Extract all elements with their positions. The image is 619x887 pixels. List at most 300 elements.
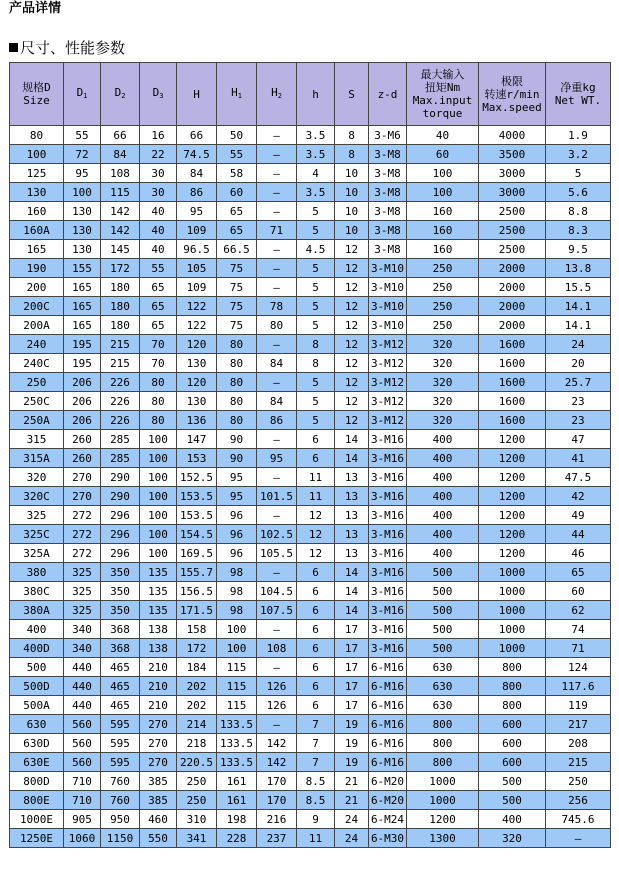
table-cell: 3-M8 bbox=[369, 240, 407, 259]
table-cell: 5 bbox=[297, 221, 335, 240]
table-cell: 6-M20 bbox=[369, 791, 407, 810]
column-header bbox=[217, 63, 257, 126]
table-cell: 270 bbox=[64, 487, 101, 506]
table-cell: — bbox=[546, 829, 611, 848]
table-cell: 13 bbox=[335, 525, 369, 544]
table-cell: 170 bbox=[257, 772, 297, 791]
table-cell: 11 bbox=[297, 829, 335, 848]
table-row bbox=[10, 373, 611, 392]
table-cell: 24 bbox=[546, 335, 611, 354]
table-cell: 80 bbox=[257, 316, 297, 335]
table-cell: 3-M16 bbox=[369, 487, 407, 506]
table-cell: 180 bbox=[101, 316, 140, 335]
table-cell: 5 bbox=[297, 297, 335, 316]
table-cell: 12 bbox=[335, 297, 369, 316]
table-cell: 160 bbox=[10, 202, 64, 221]
column-header-sub: 1 bbox=[83, 91, 88, 100]
table-cell: 5 bbox=[297, 411, 335, 430]
table-cell: 2500 bbox=[479, 240, 546, 259]
table-cell: — bbox=[257, 658, 297, 677]
table-cell: 440 bbox=[64, 677, 101, 696]
table-cell: 119 bbox=[546, 696, 611, 715]
table-cell: 96.5 bbox=[177, 240, 217, 259]
table-cell: 600 bbox=[479, 715, 546, 734]
section-title bbox=[9, 37, 125, 58]
column-header bbox=[101, 63, 140, 126]
table-cell: 23 bbox=[546, 392, 611, 411]
table-cell: 3500 bbox=[479, 145, 546, 164]
table-cell: 4 bbox=[297, 164, 335, 183]
column-header-line: torque bbox=[422, 107, 463, 120]
table-cell: 560 bbox=[64, 734, 101, 753]
table-cell: 560 bbox=[64, 753, 101, 772]
table-cell: 800E bbox=[10, 791, 64, 810]
table-cell: 19 bbox=[335, 753, 369, 772]
table-cell: 3-M16 bbox=[369, 639, 407, 658]
table-cell: 126 bbox=[257, 696, 297, 715]
page-title: 产品详情 bbox=[9, 1, 62, 16]
table-cell: 14 bbox=[335, 430, 369, 449]
table-cell: 285 bbox=[101, 449, 140, 468]
table-cell: 400 bbox=[407, 449, 479, 468]
table-cell: 142 bbox=[257, 753, 297, 772]
table-cell: 2000 bbox=[479, 316, 546, 335]
table-row bbox=[10, 240, 611, 259]
column-header bbox=[64, 63, 101, 126]
column-header bbox=[479, 63, 546, 126]
table-cell: 98 bbox=[217, 601, 257, 620]
table-cell: 12 bbox=[335, 335, 369, 354]
table-cell: 100 bbox=[217, 620, 257, 639]
table-cell: 250A bbox=[10, 411, 64, 430]
table-cell: 202 bbox=[177, 677, 217, 696]
table-cell: 100 bbox=[140, 430, 177, 449]
table-cell: 6-M16 bbox=[369, 753, 407, 772]
table-cell: 3-M16 bbox=[369, 430, 407, 449]
table-cell: 156.5 bbox=[177, 582, 217, 601]
table-row bbox=[10, 582, 611, 601]
table-cell: 117.6 bbox=[546, 677, 611, 696]
table-cell: 12 bbox=[335, 278, 369, 297]
table-row bbox=[10, 259, 611, 278]
table-cell: 130 bbox=[64, 221, 101, 240]
table-cell: 3-M8 bbox=[369, 221, 407, 240]
table-cell: 250 bbox=[407, 259, 479, 278]
table-cell: 290 bbox=[101, 487, 140, 506]
table-cell: 41 bbox=[546, 449, 611, 468]
table-cell: 55 bbox=[217, 145, 257, 164]
table-cell: 70 bbox=[140, 335, 177, 354]
table-cell: 630 bbox=[407, 677, 479, 696]
table-row bbox=[10, 525, 611, 544]
table-cell: 13 bbox=[335, 468, 369, 487]
table-cell: 3-M10 bbox=[369, 278, 407, 297]
spec-table bbox=[9, 62, 611, 848]
table-cell: 5 bbox=[297, 278, 335, 297]
table-cell: 630 bbox=[407, 696, 479, 715]
table-row bbox=[10, 316, 611, 335]
table-row bbox=[10, 411, 611, 430]
table-cell: 101.5 bbox=[257, 487, 297, 506]
table-cell: 100 bbox=[140, 487, 177, 506]
table-cell: 55 bbox=[64, 126, 101, 145]
table-cell: 270 bbox=[64, 468, 101, 487]
table-cell: 600 bbox=[479, 734, 546, 753]
table-cell: 800 bbox=[479, 696, 546, 715]
table-cell: 96 bbox=[217, 506, 257, 525]
table-row bbox=[10, 468, 611, 487]
column-header-main: D bbox=[114, 85, 122, 99]
table-row bbox=[10, 449, 611, 468]
table-cell: 84 bbox=[101, 145, 140, 164]
table-cell: 169.5 bbox=[177, 544, 217, 563]
column-header-main: H bbox=[231, 85, 238, 99]
table-cell: 320 bbox=[407, 392, 479, 411]
table-cell: 3-M12 bbox=[369, 411, 407, 430]
table-cell: 172 bbox=[177, 639, 217, 658]
table-cell: 1600 bbox=[479, 373, 546, 392]
table-row bbox=[10, 202, 611, 221]
table-cell: 3.5 bbox=[297, 183, 335, 202]
table-cell: 1200 bbox=[479, 449, 546, 468]
table-cell: 60 bbox=[407, 145, 479, 164]
table-cell: 380C bbox=[10, 582, 64, 601]
table-cell: 3-M16 bbox=[369, 506, 407, 525]
column-header-sub: 1 bbox=[237, 91, 242, 100]
table-cell: 5 bbox=[546, 164, 611, 183]
table-row bbox=[10, 791, 611, 810]
table-cell: 12 bbox=[297, 544, 335, 563]
table-cell: 1000 bbox=[479, 620, 546, 639]
column-header bbox=[335, 63, 369, 126]
table-cell: 105 bbox=[177, 259, 217, 278]
table-cell: 325A bbox=[10, 544, 64, 563]
table-row bbox=[10, 487, 611, 506]
table-cell: 3-M12 bbox=[369, 335, 407, 354]
table-cell: 104.5 bbox=[257, 582, 297, 601]
table-cell: 138 bbox=[140, 639, 177, 658]
table-cell: 1150 bbox=[101, 829, 140, 848]
table-cell: 3.5 bbox=[297, 126, 335, 145]
table-cell: 3-M10 bbox=[369, 297, 407, 316]
table-cell: 3-M16 bbox=[369, 449, 407, 468]
table-cell: 500 bbox=[407, 639, 479, 658]
table-cell: 206 bbox=[64, 411, 101, 430]
table-cell: 3-M16 bbox=[369, 563, 407, 582]
table-cell: 8.3 bbox=[546, 221, 611, 240]
table-cell: 71 bbox=[546, 639, 611, 658]
table-row bbox=[10, 620, 611, 639]
table-cell: 130 bbox=[64, 202, 101, 221]
table-cell: 50 bbox=[217, 126, 257, 145]
table-cell: 380 bbox=[10, 563, 64, 582]
table-row bbox=[10, 829, 611, 848]
table-cell: 100 bbox=[217, 639, 257, 658]
table-cell: 12 bbox=[335, 354, 369, 373]
table-cell: 160A bbox=[10, 221, 64, 240]
table-cell: 152.5 bbox=[177, 468, 217, 487]
table-cell: 14 bbox=[335, 601, 369, 620]
table-cell: 6 bbox=[297, 620, 335, 639]
column-header bbox=[407, 63, 479, 126]
table-cell: 250 bbox=[10, 373, 64, 392]
table-row bbox=[10, 335, 611, 354]
column-header bbox=[140, 63, 177, 126]
table-cell: 500 bbox=[407, 582, 479, 601]
table-cell: 95 bbox=[257, 449, 297, 468]
table-row bbox=[10, 278, 611, 297]
table-cell: 195 bbox=[64, 354, 101, 373]
table-cell: 165 bbox=[64, 278, 101, 297]
column-header bbox=[177, 63, 217, 126]
table-cell: 710 bbox=[64, 791, 101, 810]
table-row bbox=[10, 430, 611, 449]
table-cell: 11 bbox=[297, 487, 335, 506]
table-cell: 133.5 bbox=[217, 753, 257, 772]
table-cell: 250 bbox=[407, 297, 479, 316]
table-cell: 80 bbox=[140, 392, 177, 411]
table-cell: 65 bbox=[546, 563, 611, 582]
table-cell: 400 bbox=[407, 525, 479, 544]
table-cell: 130 bbox=[64, 240, 101, 259]
table-cell: 100 bbox=[140, 468, 177, 487]
table-cell: 86 bbox=[257, 411, 297, 430]
table-cell: 216 bbox=[257, 810, 297, 829]
table-cell: 142 bbox=[257, 734, 297, 753]
table-cell: 30 bbox=[140, 164, 177, 183]
table-cell: 154.5 bbox=[177, 525, 217, 544]
table-cell: 325 bbox=[64, 601, 101, 620]
table-cell: 98 bbox=[217, 563, 257, 582]
table-cell: 272 bbox=[64, 544, 101, 563]
table-cell: 74.5 bbox=[177, 145, 217, 164]
table-cell: 226 bbox=[101, 373, 140, 392]
table-cell: 98 bbox=[217, 582, 257, 601]
table-cell: 96 bbox=[217, 544, 257, 563]
table-row bbox=[10, 734, 611, 753]
table-cell: 1000 bbox=[407, 791, 479, 810]
table-cell: 210 bbox=[140, 696, 177, 715]
table-cell: 19 bbox=[335, 715, 369, 734]
table-cell: 12 bbox=[335, 316, 369, 335]
table-cell: — bbox=[257, 240, 297, 259]
column-header bbox=[257, 63, 297, 126]
table-cell: 226 bbox=[101, 411, 140, 430]
table-cell: 11 bbox=[297, 468, 335, 487]
table-cell: 6 bbox=[297, 601, 335, 620]
table-cell: 10 bbox=[335, 183, 369, 202]
table-cell: 180 bbox=[101, 278, 140, 297]
table-cell: 1200 bbox=[479, 544, 546, 563]
table-cell: 172 bbox=[101, 259, 140, 278]
table-cell: 226 bbox=[101, 392, 140, 411]
table-cell: — bbox=[257, 126, 297, 145]
table-cell: 120 bbox=[177, 373, 217, 392]
table-cell: 320 bbox=[479, 829, 546, 848]
table-cell: 206 bbox=[64, 373, 101, 392]
table-cell: 3-M8 bbox=[369, 202, 407, 221]
table-cell: 400D bbox=[10, 639, 64, 658]
table-cell: 220.5 bbox=[177, 753, 217, 772]
table-cell: 62 bbox=[546, 601, 611, 620]
column-header bbox=[546, 63, 611, 126]
table-cell: 8.8 bbox=[546, 202, 611, 221]
table-cell: 14 bbox=[335, 582, 369, 601]
table-cell: 10 bbox=[335, 221, 369, 240]
table-row bbox=[10, 544, 611, 563]
table-cell: 65 bbox=[140, 278, 177, 297]
table-cell: 760 bbox=[101, 772, 140, 791]
table-cell: 115 bbox=[217, 658, 257, 677]
table-cell: 595 bbox=[101, 753, 140, 772]
table-cell: 320 bbox=[407, 335, 479, 354]
table-cell: 385 bbox=[140, 791, 177, 810]
table-cell: 1200 bbox=[479, 506, 546, 525]
table-cell: 145 bbox=[101, 240, 140, 259]
column-header-line: z-d bbox=[377, 87, 398, 101]
table-cell: 340 bbox=[64, 620, 101, 639]
table-cell: 6-M16 bbox=[369, 734, 407, 753]
table-cell: 325C bbox=[10, 525, 64, 544]
table-cell: 25.7 bbox=[546, 373, 611, 392]
table-cell: 46 bbox=[546, 544, 611, 563]
table-cell: 105.5 bbox=[257, 544, 297, 563]
table-cell: 250 bbox=[546, 772, 611, 791]
table-cell: 6-M16 bbox=[369, 715, 407, 734]
table-cell: 595 bbox=[101, 734, 140, 753]
table-cell: 500D bbox=[10, 677, 64, 696]
column-header-line: Max.speed bbox=[482, 100, 542, 114]
table-cell: 160 bbox=[407, 221, 479, 240]
table-cell: 84 bbox=[257, 392, 297, 411]
table-row bbox=[10, 658, 611, 677]
table-cell: 12 bbox=[297, 525, 335, 544]
table-cell: 1200 bbox=[407, 810, 479, 829]
table-cell: 8.5 bbox=[297, 772, 335, 791]
table-cell: 400 bbox=[407, 430, 479, 449]
table-cell: 440 bbox=[64, 658, 101, 677]
table-cell: — bbox=[257, 563, 297, 582]
table-cell: — bbox=[257, 145, 297, 164]
table-cell: 9 bbox=[297, 810, 335, 829]
table-cell: 80 bbox=[217, 392, 257, 411]
table-cell: 210 bbox=[140, 677, 177, 696]
table-cell: 350 bbox=[101, 582, 140, 601]
table-cell: 100 bbox=[407, 183, 479, 202]
table-cell: 6 bbox=[297, 582, 335, 601]
table-cell: — bbox=[257, 202, 297, 221]
column-header-sub: 3 bbox=[159, 91, 164, 100]
table-cell: 310 bbox=[177, 810, 217, 829]
table-cell: 2500 bbox=[479, 221, 546, 240]
table-cell: 800 bbox=[479, 677, 546, 696]
table-cell: 17 bbox=[335, 677, 369, 696]
table-cell: 3.5 bbox=[297, 145, 335, 164]
table-cell: 325 bbox=[64, 563, 101, 582]
table-cell: 44 bbox=[546, 525, 611, 544]
table-cell: 107.5 bbox=[257, 601, 297, 620]
table-cell: 3-M12 bbox=[369, 392, 407, 411]
table-cell: 272 bbox=[64, 506, 101, 525]
table-cell: 155.7 bbox=[177, 563, 217, 582]
table-cell: 147 bbox=[177, 430, 217, 449]
table-cell: 1200 bbox=[479, 430, 546, 449]
table-cell: 14.1 bbox=[546, 297, 611, 316]
table-cell: 100 bbox=[140, 544, 177, 563]
table-cell: 21 bbox=[335, 772, 369, 791]
table-cell: 23 bbox=[546, 411, 611, 430]
table-cell: 165 bbox=[64, 297, 101, 316]
table-cell: 3-M12 bbox=[369, 354, 407, 373]
column-header-line: Size bbox=[23, 94, 50, 107]
table-cell: 47 bbox=[546, 430, 611, 449]
table-cell: 465 bbox=[101, 696, 140, 715]
table-cell: 595 bbox=[101, 715, 140, 734]
table-cell: 350 bbox=[101, 601, 140, 620]
table-cell: 3-M8 bbox=[369, 164, 407, 183]
table-cell: 6-M30 bbox=[369, 829, 407, 848]
table-cell: 1600 bbox=[479, 335, 546, 354]
table-cell: 3-M16 bbox=[369, 601, 407, 620]
table-cell: 12 bbox=[335, 259, 369, 278]
table-cell: 1000 bbox=[479, 639, 546, 658]
table-cell: 368 bbox=[101, 620, 140, 639]
table-cell: 1060 bbox=[64, 829, 101, 848]
table-cell: 86 bbox=[177, 183, 217, 202]
table-cell: 24 bbox=[335, 810, 369, 829]
table-cell: 341 bbox=[177, 829, 217, 848]
column-header bbox=[10, 63, 64, 126]
table-cell: 80 bbox=[217, 373, 257, 392]
table-cell: 90 bbox=[217, 449, 257, 468]
table-cell: 12 bbox=[297, 506, 335, 525]
table-cell: 208 bbox=[546, 734, 611, 753]
table-cell: 800 bbox=[407, 715, 479, 734]
table-cell: 6 bbox=[297, 677, 335, 696]
table-cell: 80 bbox=[217, 335, 257, 354]
table-cell: 5 bbox=[297, 373, 335, 392]
table-cell: 122 bbox=[177, 297, 217, 316]
table-cell: 325 bbox=[64, 582, 101, 601]
table-cell: 385 bbox=[140, 772, 177, 791]
table-cell: 66.5 bbox=[217, 240, 257, 259]
table-cell: 3-M6 bbox=[369, 126, 407, 145]
table-cell: 350 bbox=[101, 563, 140, 582]
table-cell: 96 bbox=[217, 525, 257, 544]
table-cell: 710 bbox=[64, 772, 101, 791]
table-cell: 1600 bbox=[479, 392, 546, 411]
table-cell: 202 bbox=[177, 696, 217, 715]
table-cell: 465 bbox=[101, 658, 140, 677]
table-cell: 17 bbox=[335, 696, 369, 715]
table-cell: 153.5 bbox=[177, 506, 217, 525]
table-cell: 40 bbox=[407, 126, 479, 145]
table-cell: 760 bbox=[101, 791, 140, 810]
table-cell: 142 bbox=[101, 202, 140, 221]
table-cell: 95 bbox=[64, 164, 101, 183]
table-cell: 440 bbox=[64, 696, 101, 715]
table-cell: 14.1 bbox=[546, 316, 611, 335]
table-cell: 90 bbox=[217, 430, 257, 449]
table-cell: — bbox=[257, 506, 297, 525]
table-cell: 47.5 bbox=[546, 468, 611, 487]
table-cell: 130 bbox=[10, 183, 64, 202]
table-cell: 214 bbox=[177, 715, 217, 734]
table-cell: 315 bbox=[10, 430, 64, 449]
table-cell: 250C bbox=[10, 392, 64, 411]
table-row bbox=[10, 753, 611, 772]
table-cell: 2500 bbox=[479, 202, 546, 221]
